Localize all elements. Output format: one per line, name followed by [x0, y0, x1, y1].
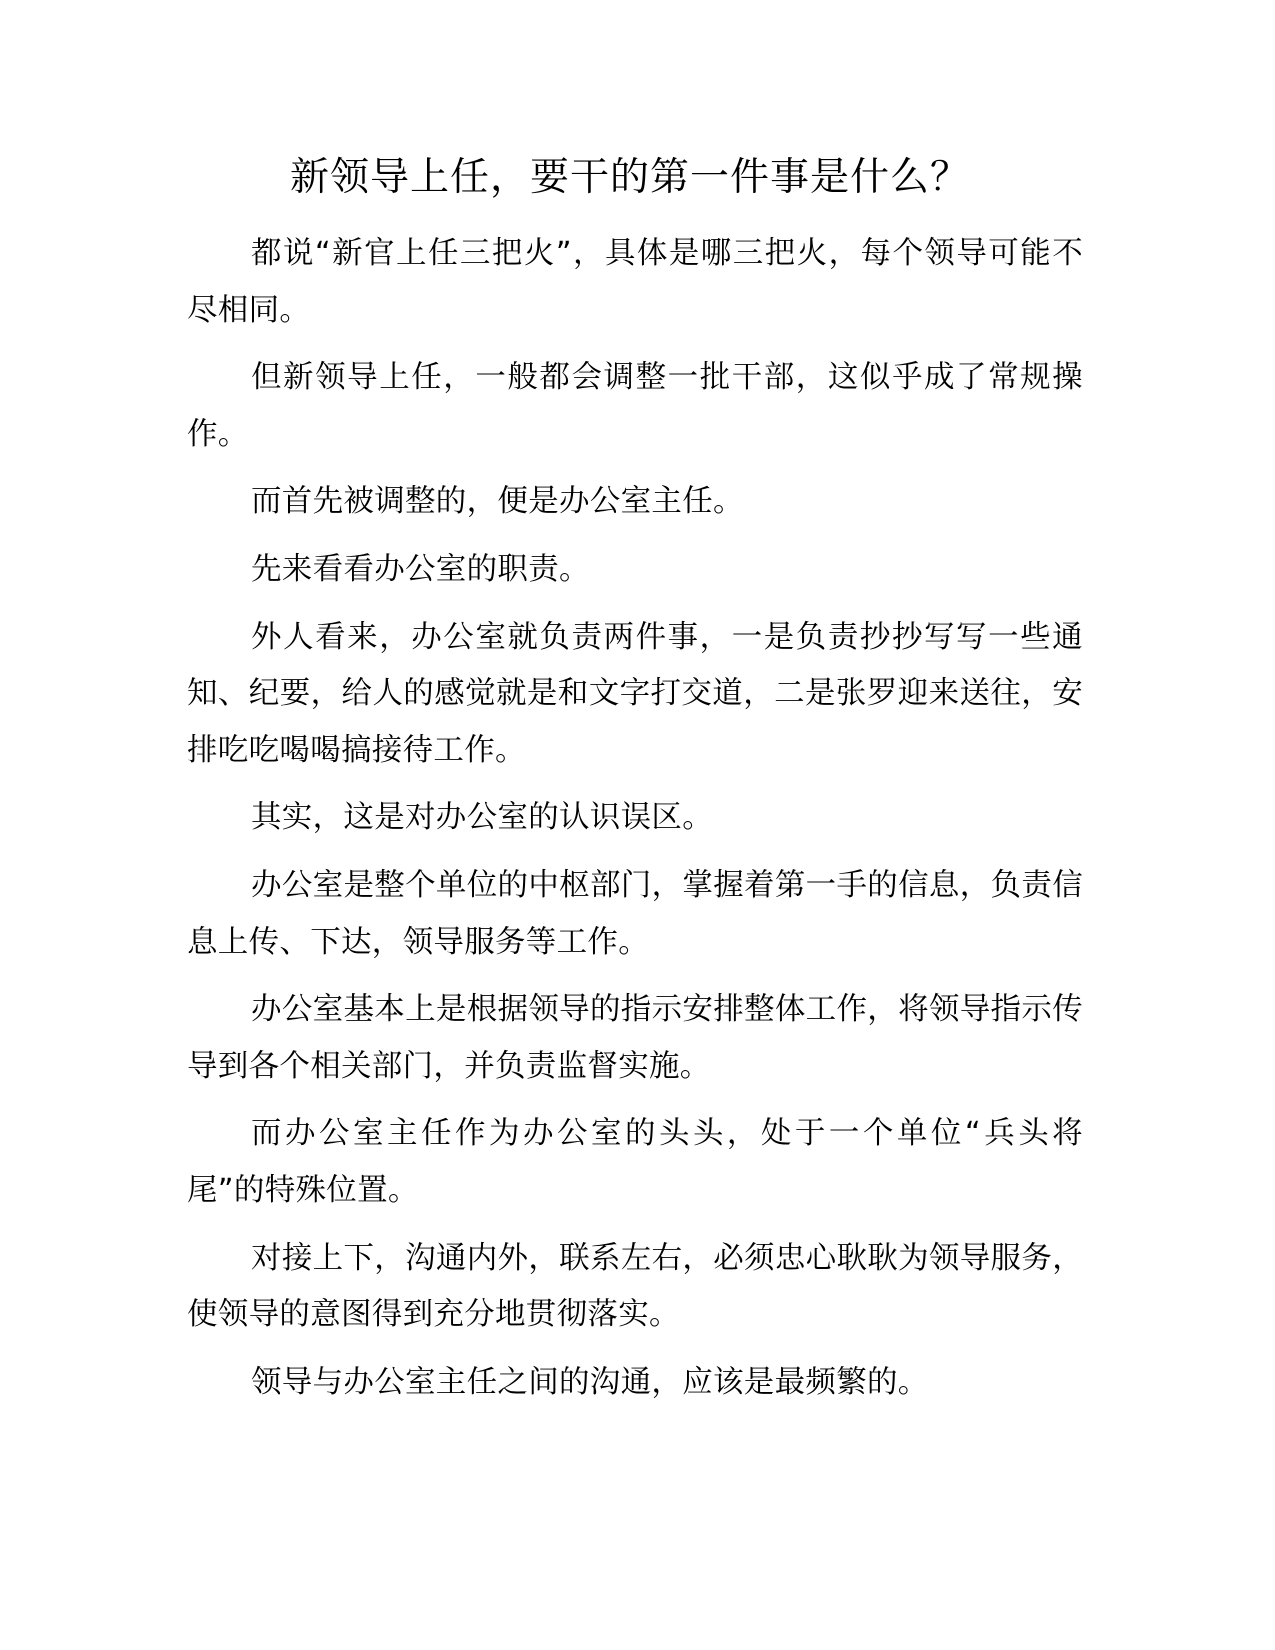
paragraph: 其实，这是对办公室的认识误区。 [251, 800, 713, 836]
paragraph: 而办公室主任作为办公室的头头，处于一个单位“兵头将尾”的特殊位置。 [187, 1116, 1083, 1208]
paragraph: 但新领导上任，一般都会调整一批干部，这似乎成了常规操作。 [187, 360, 1083, 452]
paragraph: 办公室是整个单位的中枢部门，掌握着第一手的信息，负责信息上传、下达，领导服务等工作。 [187, 867, 1083, 960]
paragraph: 办公室基本上是根据领导的指示安排整体工作，将领导指示传导到各个相关部门，并负责监督实施。 [187, 992, 1083, 1084]
paragraph: 都说“新官上任三把火”，具体是哪三把火，每个领导可能不尽相同。 [187, 236, 1083, 328]
paragraph: 领导与办公室主任之间的沟通，应该是最频繁的。 [251, 1364, 929, 1400]
paragraph: 而首先被调整的，便是办公室主任。 [251, 484, 744, 520]
paragraph: 外人看来，办公室就负责两件事，一是负责抄抄写写一些通知、纪要，给人的感觉就是和文字打交道，二是张罗迎来送往，安排吃吃喝喝搞接待工作。 [187, 619, 1083, 768]
document-body [187, 226, 1083, 1422]
document-title: 新领导上任，要干的第一件事是什么？ [289, 155, 970, 200]
paragraph: 先来看看办公室的职责。 [251, 551, 590, 587]
paragraph: 对接上下，沟通内外，联系左右，必须忠心耿耿为领导服务，使领导的意图得到充分地贯彻落实。 [187, 1240, 1083, 1333]
